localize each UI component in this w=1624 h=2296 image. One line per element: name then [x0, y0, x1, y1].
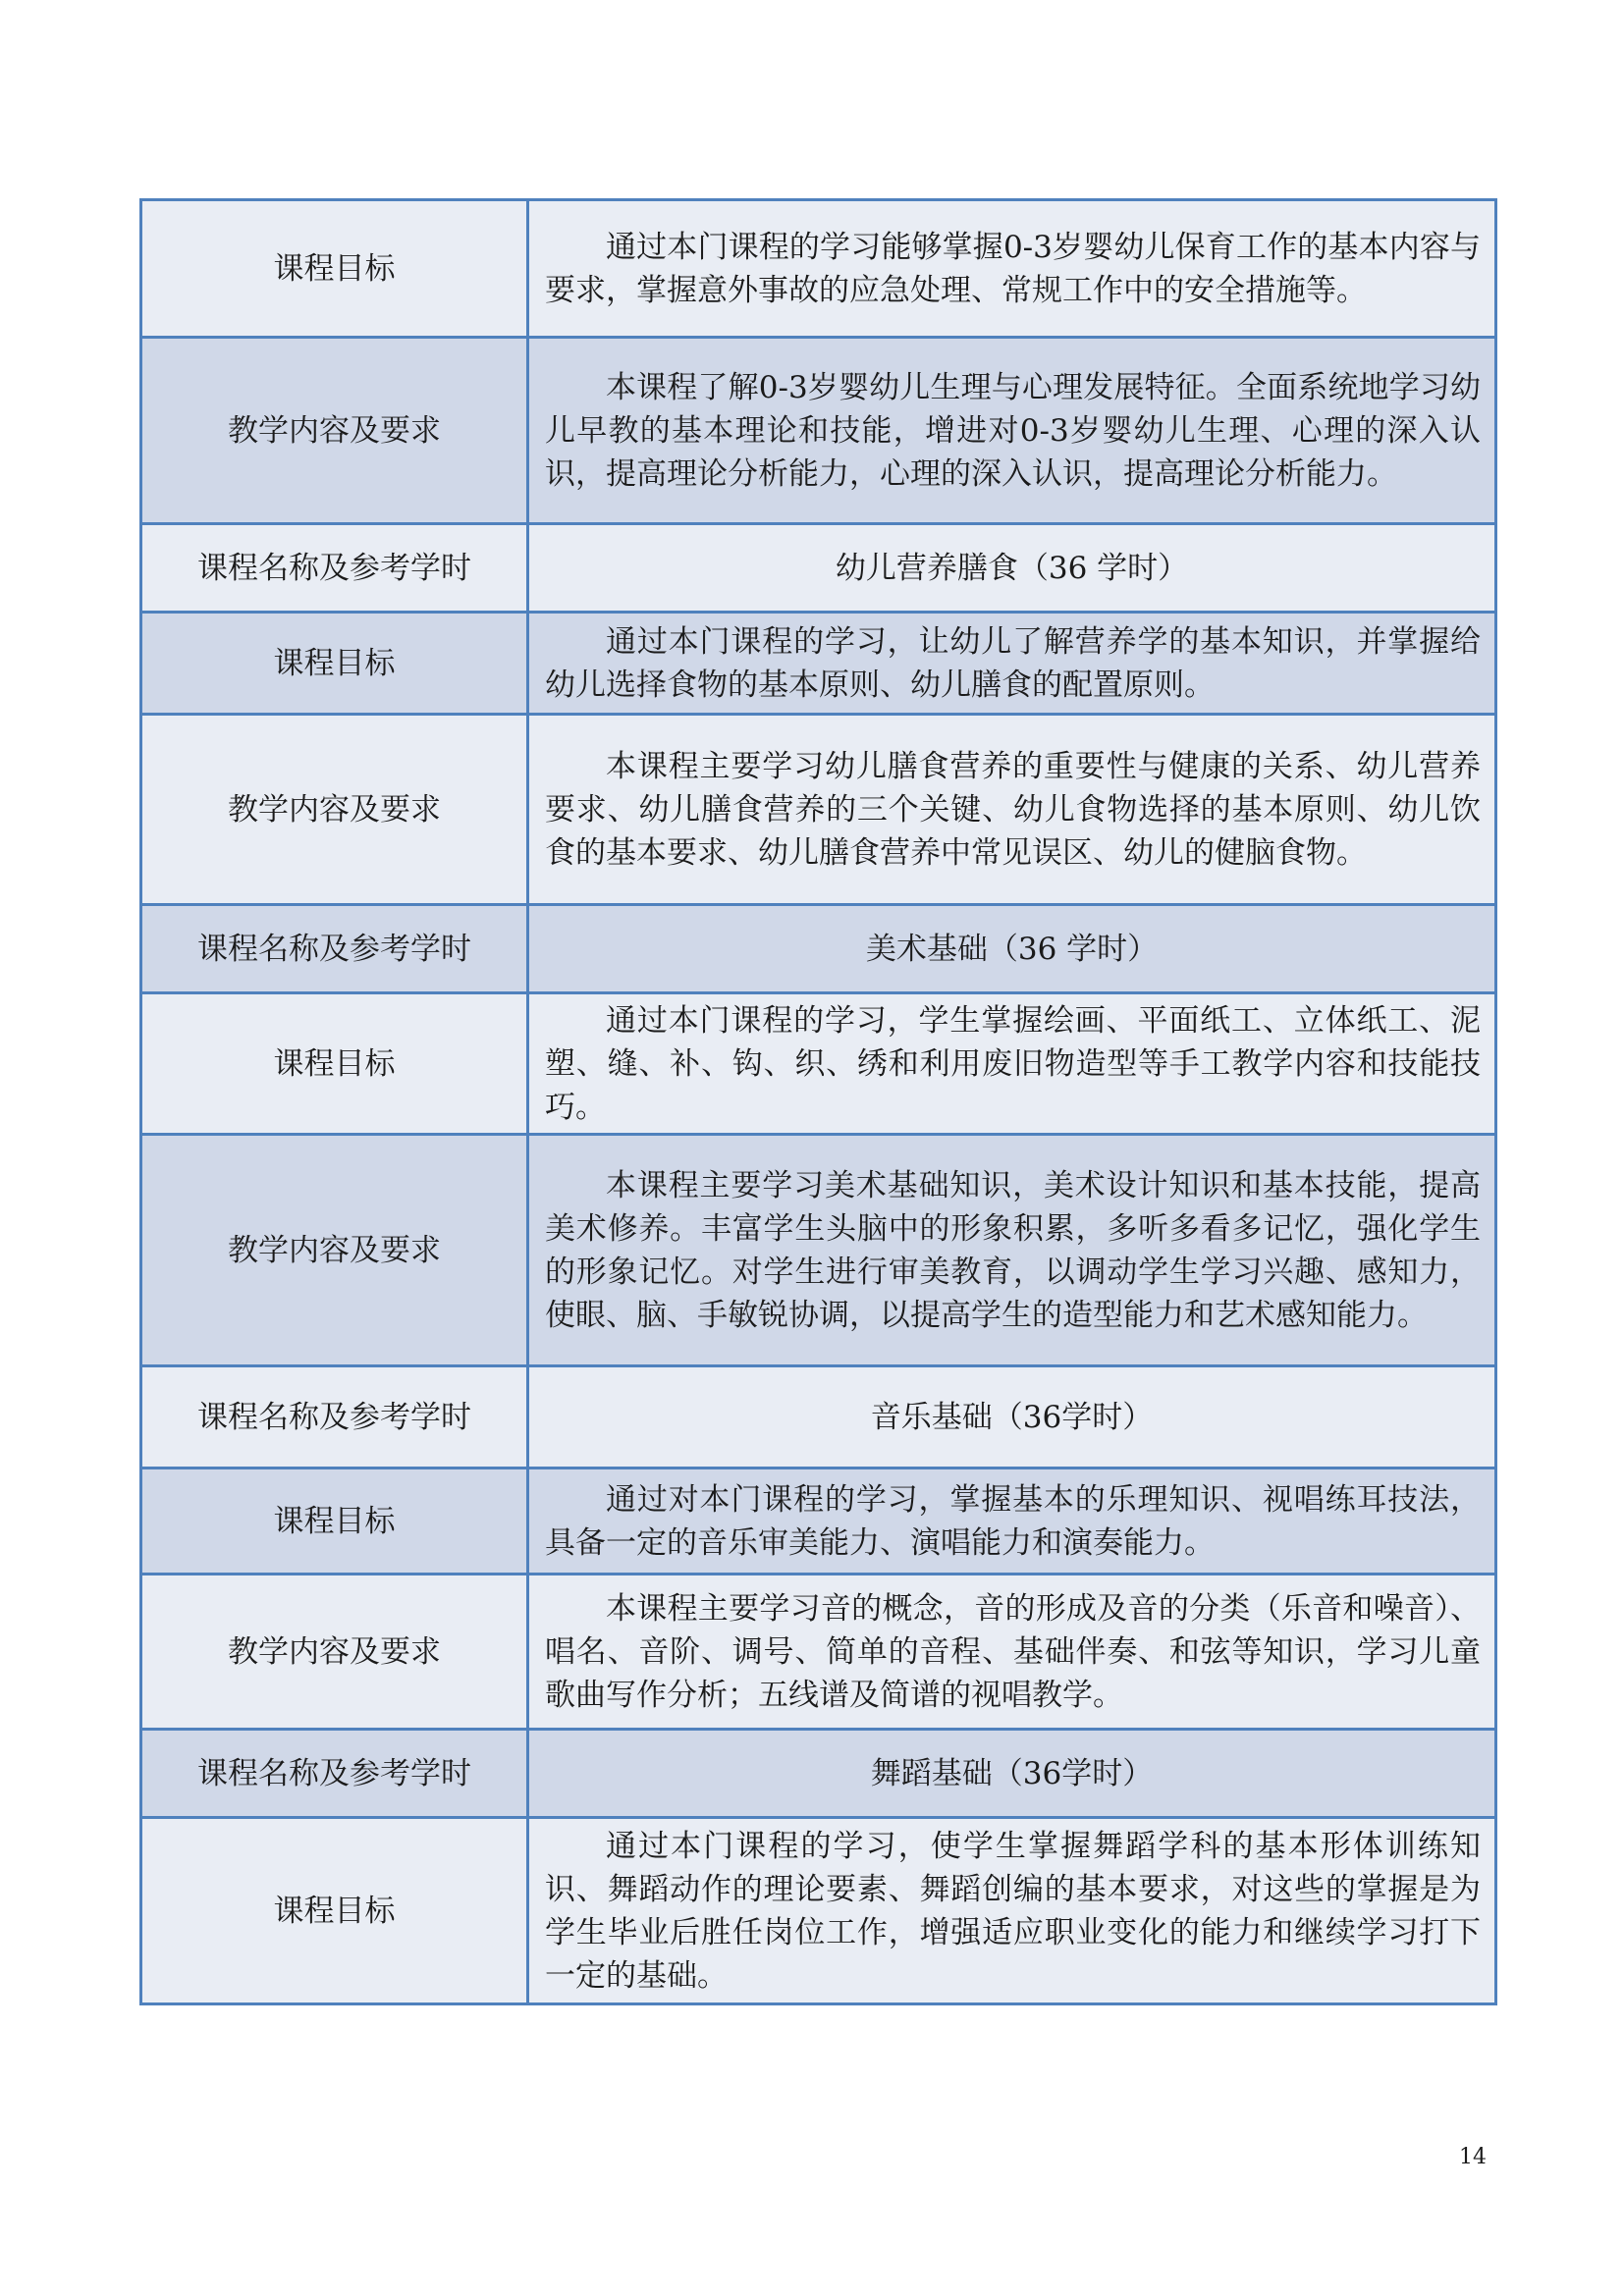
row-content [528, 338, 1496, 524]
row-label: 课程目标 [141, 1818, 528, 2004]
table-row [141, 1135, 1496, 1366]
table-row [141, 200, 1496, 338]
row-text: 本课程主要学习美术基础知识，美术设计知识和基本技能，提高美术修养。丰富学生头脑中的形象积累，多听多看多记忆，强化学生的形象记忆。对学生进行审美教育，以调动学生学习兴趣、感知力，使眼、脑、手敏锐协调，以提高学生的造型能力和艺术感知能力。 [545, 1167, 1481, 1333]
row-label: 课程目标 [141, 1468, 528, 1575]
row-label: 教学内容及要求 [141, 1575, 528, 1730]
row-label: 课程名称及参考学时 [141, 524, 528, 613]
row-content [528, 1818, 1496, 2004]
row-label: 课程名称及参考学时 [141, 905, 528, 993]
row-content [528, 1468, 1496, 1575]
table-row [141, 1730, 1496, 1818]
table-row [141, 613, 1496, 715]
table-row [141, 1366, 1496, 1468]
row-content [528, 613, 1496, 715]
row-label: 课程名称及参考学时 [141, 1730, 528, 1818]
row-text: 本课程了解0-3岁婴幼儿生理与心理发展特征。全面系统地学习幼儿早教的基本理论和技能，增进对0-3岁婴幼儿生理、心理的深入认识，提高理论分析能力，心理的深入认识，提高理论分析能力。 [545, 369, 1481, 492]
row-label: 课程目标 [141, 993, 528, 1135]
table-row [141, 1575, 1496, 1730]
page-number: 14 [1459, 2145, 1487, 2169]
row-content [528, 993, 1496, 1135]
row-text: 通过对本门课程的学习，掌握基本的乐理知识、视唱练耳技法，具备一定的音乐审美能力、演唱能力和演奏能力。 [545, 1481, 1481, 1561]
row-text: 本课程主要学习音的概念，音的形成及音的分类（乐音和噪音）、唱名、音阶、调号、简单的音程、基础伴奏、和弦等知识，学习儿童歌曲写作分析；五线谱及简谱的视唱教学。 [545, 1590, 1481, 1713]
row-text: 本课程主要学习幼儿膳食营养的重要性与健康的关系、幼儿营养要求、幼儿膳食营养的三个关键、幼儿食物选择的基本原则、幼儿饮食的基本要求、幼儿膳食营养中常见误区、幼儿的健脑食物。 [545, 748, 1481, 871]
row-label: 课程目标 [141, 613, 528, 715]
row-label: 课程目标 [141, 200, 528, 338]
row-content [528, 715, 1496, 905]
row-label: 教学内容及要求 [141, 715, 528, 905]
course-table [139, 198, 1497, 2005]
course-title: 美术基础（36 学时） [528, 905, 1496, 993]
row-label: 教学内容及要求 [141, 1135, 528, 1366]
table-row [141, 905, 1496, 993]
row-text: 通过本门课程的学习，让幼儿了解营养学的基本知识，并掌握给幼儿选择食物的基本原则、幼儿膳食的配置原则。 [545, 623, 1481, 703]
row-text: 通过本门课程的学习，学生掌握绘画、平面纸工、立体纸工、泥塑、缝、补、钩、织、绣和利用废旧物造型等手工教学内容和技能技巧。 [545, 1002, 1481, 1125]
table-row [141, 1818, 1496, 2004]
table-row [141, 1468, 1496, 1575]
course-title: 舞蹈基础（36学时） [528, 1730, 1496, 1818]
table-row [141, 715, 1496, 905]
row-label: 课程名称及参考学时 [141, 1366, 528, 1468]
course-title: 幼儿营养膳食（36 学时） [528, 524, 1496, 613]
table-row [141, 338, 1496, 524]
table-row [141, 524, 1496, 613]
row-text: 通过本门课程的学习能够掌握0-3岁婴幼儿保育工作的基本内容与要求，掌握意外事故的应急处理、常规工作中的安全措施等。 [545, 229, 1481, 308]
row-label: 教学内容及要求 [141, 338, 528, 524]
row-content [528, 1575, 1496, 1730]
course-title: 音乐基础（36学时） [528, 1366, 1496, 1468]
row-content [528, 1135, 1496, 1366]
row-content [528, 200, 1496, 338]
table-row [141, 993, 1496, 1135]
row-text: 通过本门课程的学习，使学生掌握舞蹈学科的基本形体训练知识、舞蹈动作的理论要素、舞蹈创编的基本要求，对这些的掌握是为学生毕业后胜任岗位工作，增强适应职业变化的能力和继续学习打下一定的基础。 [545, 1828, 1481, 1994]
